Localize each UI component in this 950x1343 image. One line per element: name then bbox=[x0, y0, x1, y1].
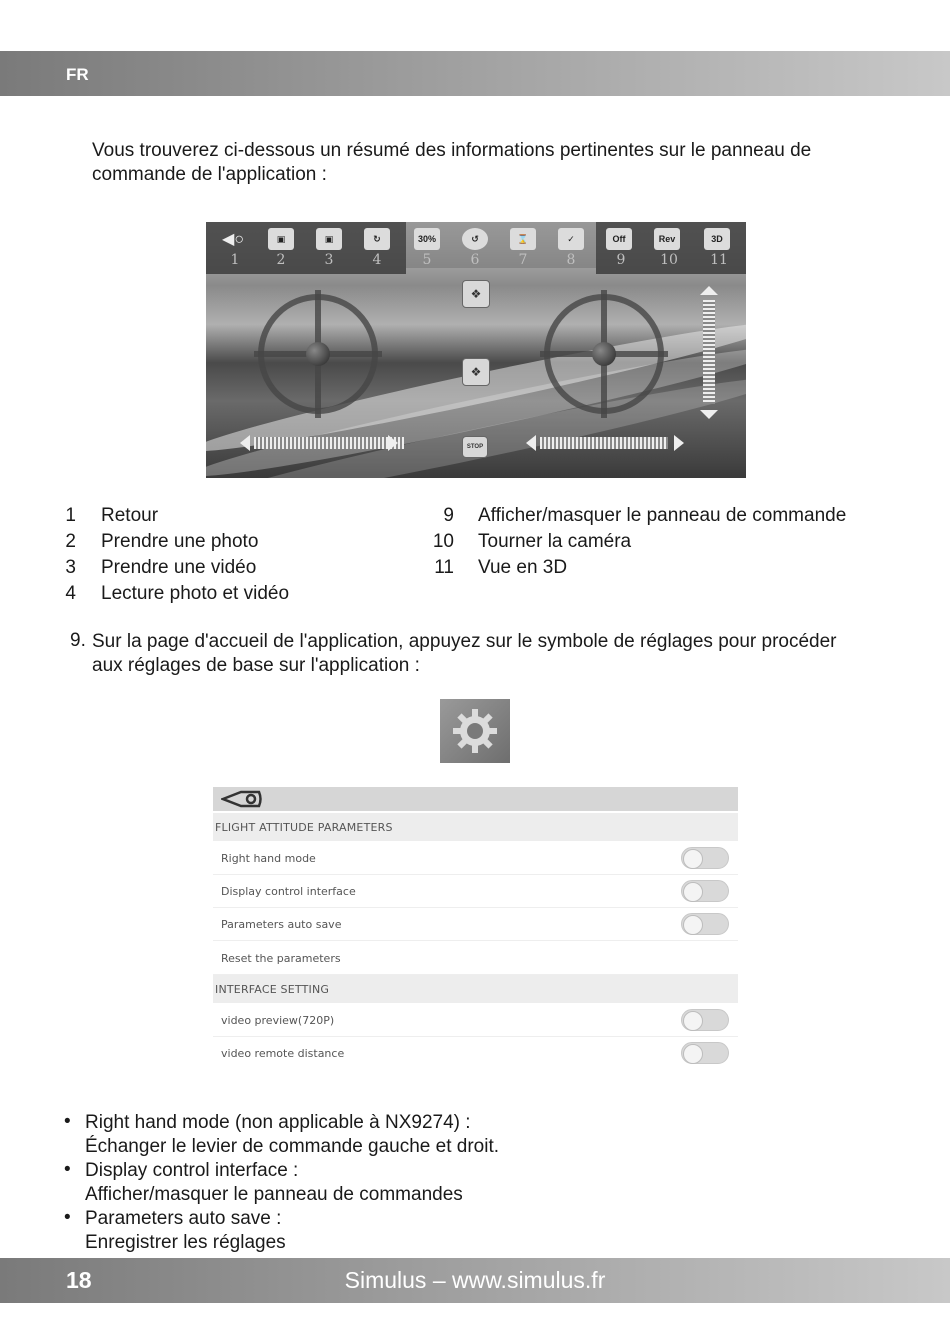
settings-gear-icon bbox=[440, 699, 510, 763]
legend-label: Afficher/masquer le panneau de commande bbox=[478, 505, 847, 526]
back-icon[interactable] bbox=[221, 790, 263, 808]
back-icon[interactable]: ◀○ bbox=[222, 231, 244, 248]
stop-button[interactable]: STOP bbox=[462, 436, 488, 458]
bullet-title: Display control interface : bbox=[85, 1160, 299, 1181]
legend-label: Tourner la caméra bbox=[478, 531, 632, 552]
right-joystick-knob[interactable] bbox=[592, 342, 616, 366]
bullet-description: Afficher/masquer le panneau de commandes bbox=[85, 1184, 463, 1205]
toolbar-number: 7 bbox=[518, 252, 528, 268]
setting-label: Parameters auto save bbox=[221, 918, 342, 931]
section-header: INTERFACE SETTING bbox=[213, 975, 738, 1003]
page-number: 18 bbox=[66, 1267, 92, 1293]
playback-icon[interactable]: ↻ bbox=[364, 228, 390, 250]
header-band bbox=[0, 51, 950, 96]
toolbar-number: 10 bbox=[660, 252, 678, 268]
trim-left-arrow-icon[interactable] bbox=[526, 435, 536, 451]
bullet-title: Parameters auto save : bbox=[85, 1208, 282, 1229]
language-code: FR bbox=[66, 65, 89, 84]
legend-label: Lecture photo et vidéo bbox=[101, 583, 290, 604]
legend-number: 1 bbox=[65, 505, 76, 526]
setting-label: Reset the parameters bbox=[221, 952, 341, 965]
bullet-title: Right hand mode (non applicable à NX9274) : bbox=[85, 1112, 471, 1133]
calibrate-icon[interactable]: ✓ bbox=[558, 228, 584, 250]
video-remote-distance-toggle[interactable] bbox=[681, 1042, 729, 1064]
toolbar-number: 3 bbox=[324, 252, 334, 268]
toolbar-number: 6 bbox=[470, 252, 480, 268]
footer-text: Simulus – www.simulus.fr bbox=[344, 1267, 606, 1293]
trim-left-arrow-icon[interactable] bbox=[240, 435, 250, 451]
toolbar-number: 5 bbox=[422, 252, 432, 268]
legend-label: Prendre une photo bbox=[101, 531, 259, 552]
setting-label: Right hand mode bbox=[221, 852, 316, 865]
video-preview-toggle[interactable] bbox=[681, 1009, 729, 1031]
right-trim-bar[interactable] bbox=[540, 437, 668, 449]
setting-label: Display control interface bbox=[221, 885, 356, 898]
intro-paragraph: Vous trouverez ci-dessous un résumé des informations pertinentes sur le panneau de commande de l'application : bbox=[92, 140, 812, 185]
toolbar-number: 1 bbox=[230, 252, 240, 268]
setting-label: video preview(720P) bbox=[221, 1014, 335, 1027]
toolbar-number: 2 bbox=[276, 252, 286, 268]
setting-label: video remote distance bbox=[221, 1047, 345, 1060]
legend-number: 3 bbox=[65, 557, 76, 578]
takeoff-icon[interactable]: ❖ bbox=[462, 280, 490, 308]
bullet-dot: • bbox=[64, 1207, 71, 1228]
trim-down-arrow-icon[interactable] bbox=[700, 410, 718, 419]
legend-number: 4 bbox=[65, 583, 76, 604]
off-button[interactable]: Off bbox=[606, 228, 632, 250]
right-hand-mode-toggle[interactable] bbox=[681, 847, 729, 869]
settings-row[interactable] bbox=[213, 1037, 738, 1070]
legend-number: 10 bbox=[432, 531, 454, 552]
landing-icon[interactable]: ❖ bbox=[462, 358, 490, 386]
bullet-dot: • bbox=[64, 1111, 71, 1132]
bullet-description: Enregistrer les réglages bbox=[85, 1232, 286, 1253]
toolbar-number: 4 bbox=[372, 252, 382, 268]
step-number: 9. bbox=[70, 630, 86, 651]
section-header: FLIGHT ATTITUDE PARAMETERS bbox=[213, 813, 738, 841]
left-joystick-knob[interactable] bbox=[306, 342, 330, 366]
left-trim-bar[interactable] bbox=[254, 437, 404, 449]
trim-up-arrow-icon[interactable] bbox=[700, 286, 718, 295]
legend-number: 9 bbox=[443, 505, 454, 526]
control-panel-screenshot bbox=[206, 222, 746, 478]
settings-row[interactable] bbox=[213, 1004, 738, 1037]
settings-topbar bbox=[213, 787, 738, 811]
trim-right-arrow-icon[interactable] bbox=[674, 435, 684, 451]
legend-label: Vue en 3D bbox=[478, 557, 568, 578]
legend-label: Prendre une vidéo bbox=[101, 557, 257, 578]
toolbar-number: 8 bbox=[566, 252, 576, 268]
trim-right-arrow-icon[interactable] bbox=[388, 435, 398, 451]
rev-button[interactable]: Rev bbox=[654, 228, 680, 250]
bullet-description: Échanger le levier de commande gauche et droit. bbox=[85, 1136, 500, 1157]
legend-number: 2 bbox=[65, 531, 76, 552]
toolbar-number: 11 bbox=[710, 252, 728, 268]
flip-icon[interactable]: ↺ bbox=[462, 228, 488, 250]
auto-save-toggle[interactable] bbox=[681, 913, 729, 935]
footer-band bbox=[0, 1258, 950, 1303]
legend-label: Retour bbox=[101, 505, 159, 526]
speed-button[interactable]: 30% bbox=[414, 228, 440, 250]
camera-icon[interactable]: ▣ bbox=[268, 228, 294, 250]
settings-row[interactable] bbox=[213, 842, 738, 875]
3d-button[interactable]: 3D bbox=[704, 228, 730, 250]
display-control-toggle[interactable] bbox=[681, 880, 729, 902]
legend-number: 11 bbox=[434, 557, 454, 578]
hourglass-icon[interactable]: ⌛ bbox=[510, 228, 536, 250]
settings-row[interactable] bbox=[213, 875, 738, 908]
toolbar-number: 9 bbox=[616, 252, 626, 268]
bullet-dot: • bbox=[64, 1159, 71, 1180]
settings-screenshot bbox=[213, 787, 738, 1069]
settings-row[interactable] bbox=[213, 942, 738, 975]
vertical-trim-bar[interactable] bbox=[703, 300, 715, 404]
video-camera-icon[interactable]: ▣ bbox=[316, 228, 342, 250]
step-text: Sur la page d'accueil de l'application, appuyez sur le symbole de réglages pour procéder aux réglages de base sur l'application : bbox=[92, 631, 837, 676]
settings-row[interactable] bbox=[213, 908, 738, 941]
